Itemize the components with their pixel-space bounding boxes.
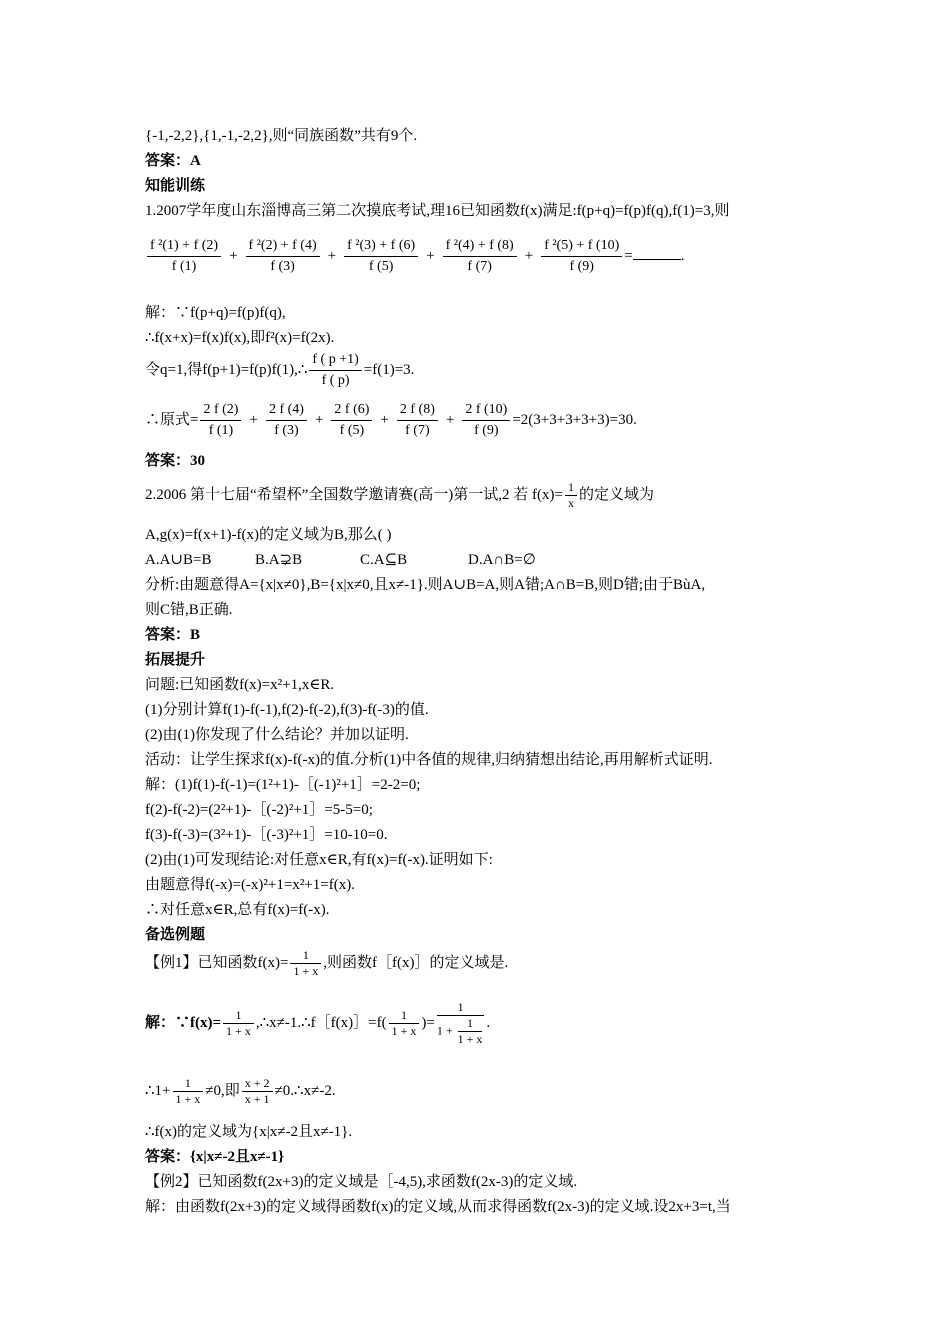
solution-line: f(3)-f(-3)=(3²+1)-［(-3)²+1］=10-10=0. bbox=[145, 827, 388, 843]
problem-2-cont: A,g(x)=f(x+1)-f(x)的定义域为B,那么( ) bbox=[145, 527, 392, 543]
fraction: $\frac{2 f (2)}{f (1)}$ bbox=[200, 400, 241, 441]
fraction: $\frac{2 f (10)}{f (9)}$ bbox=[462, 400, 510, 441]
solution-line: ∴1+ $\frac{1}{1 + x}$ ≠0,即 $\frac{x + 2}{x + 1}$ ≠0.∴x≠-2. bbox=[145, 1076, 336, 1106]
option-c: C.A⊆B bbox=[360, 552, 408, 568]
option-a: A.A∪B=B bbox=[145, 552, 212, 568]
fraction: $\frac{1}{1 + x}$ bbox=[389, 1008, 420, 1039]
text-line: {-1,-2,2},{1,-1,-2,2},则“同族函数”共有9个. bbox=[145, 128, 418, 144]
fraction: $\frac{\text{f ²(3) + f (6)}}{f (5)}$ bbox=[344, 236, 418, 277]
fraction: $\frac{1}{x}$ bbox=[565, 480, 577, 511]
solution-line: ∴f(x+x)=f(x)f(x),即f²(x)=f(2x). bbox=[145, 330, 335, 346]
activity-line: 活动：让学生探求f(x)-f(-x)的值.分析(1)中各值的规律,归纳猜想出结论,再用解析式证明. bbox=[145, 752, 713, 768]
question-line: 问题:已知函数f(x)=x²+1,x∈R. bbox=[145, 677, 335, 693]
question-line: (1)分别计算f(1)-f(-1),f(2)-f(-2),f(3)-f(-3)的值. bbox=[145, 702, 429, 718]
solution-line: 令q=1,得f(p+1)=f(p)f(1),∴ $\frac{f ( p +1)}{f ( p)}$ =f(1)=3. bbox=[145, 350, 414, 391]
fraction: $\frac{\text{f ²(2) + f (4)}}{f (3)}$ bbox=[246, 236, 320, 277]
fraction: $\frac{f ( p +1)}{f ( p)}$ bbox=[309, 350, 361, 391]
solution-line: ∴f(x)的定义域为{x|x≠-2且x≠-1}. bbox=[145, 1124, 353, 1140]
fraction: $\frac{\text{f ²(5) + f (10)}}{f (9)}$ bbox=[541, 236, 622, 277]
problem-2: 2.2006 第十七届“希望杯”全国数学邀请赛(高一)第一试,2 若 f(x)= $\frac{1}{x}$ 的定义域为 bbox=[145, 480, 655, 510]
solution-line: ∴原式= $\frac{2 f (2)}{f (1)}$ + $\frac{2 f (4)}{f (3)}$ + $\frac{2 f (6)}{f (5)}$ + $\frac{2 f (8)}{f (7)}$ + $\frac{2 f (10)}{f (9)}$ =2(3+3+3+3+3)=30. bbox=[145, 400, 637, 441]
example-1-solution: 解：∵f(x)= $\frac{1}{1 + x}$ ,∴x≠-1.∴f［f(x)］=f( $\frac{1}{1 + x}$ )= 1 1 + $\frac{1}{1 + x}$ . bbox=[145, 1000, 491, 1046]
fraction: $\frac{1}{1 + x}$ bbox=[223, 1008, 254, 1039]
equation-1: $\frac{\text{f ²(1) + f (2)}}{f (1)}$ + $\frac{\text{f ²(2) + f (4)}}{f (3)}$ + $\frac{\text{f ²(3) + f (6)}}{f (5)}$ + $\frac{\text{f ²(4) + f (8)}}{f (7)}$ + $\frac{\text{f ²(5) + f (10)}}{f (9)}$ = . bbox=[145, 236, 684, 277]
problem-1: 1.2007学年度山东淄博高三第二次摸底考试,理16已知函数f(x)满足:f(p+q)=f(p)f(q),f(1)=3,则 bbox=[145, 203, 730, 219]
fraction: $\frac{x + 2}{x + 1}$ bbox=[242, 1076, 273, 1107]
answer-line: 答案：B bbox=[145, 627, 201, 643]
solution-line: f(2)-f(-2)=(2²+1)-［(-2)²+1］=5-5=0; bbox=[145, 802, 373, 818]
section-heading: 备选例题 bbox=[145, 927, 206, 943]
answer-line: 答案：30 bbox=[145, 453, 206, 469]
solution-line: (2)由(1)可发现结论:对任意x∈R,有f(x)=f(-x).证明如下: bbox=[145, 852, 493, 868]
analysis-line: 则C错,B正确. bbox=[145, 602, 233, 618]
answer-line: 答案：A bbox=[145, 153, 201, 169]
section-heading: 知能训练 bbox=[145, 178, 206, 194]
fraction: $\frac{\text{f ²(1) + f (2)}}{f (1)}$ bbox=[147, 236, 221, 277]
fraction: $\frac{2 f (6)}{f (5)}$ bbox=[331, 400, 372, 441]
example-2-solution: 解：由函数f(2x+3)的定义域得函数f(x)的定义域,从而求得函数f(2x-3)的定义域.设2x+3=t,当 bbox=[145, 1199, 731, 1215]
fraction: $\frac{\text{f ²(4) + f (8)}}{f (7)}$ bbox=[443, 236, 517, 277]
solution-line: 由题意得f(-x)=(-x)²+1=x²+1=f(x). bbox=[145, 877, 355, 893]
answer-line: 答案：{x|x≠-2且x≠-1} bbox=[145, 1149, 285, 1165]
example-1: 【例1】已知函数f(x)= $\frac{1}{1 + x}$ ,则函数f［f(x)］的定义域是. bbox=[145, 948, 509, 978]
nested-fraction: 1 1 + $\frac{1}{1 + x}$ bbox=[436, 1000, 483, 1046]
section-heading: 拓展提升 bbox=[145, 652, 206, 668]
solution-line: ∴对任意x∈R,总有f(x)=f(-x). bbox=[145, 902, 330, 918]
fraction: $\frac{2 f (8)}{f (7)}$ bbox=[397, 400, 438, 441]
example-2: 【例2】已知函数f(2x+3)的定义域是［-4,5),求函数f(2x-3)的定义域. bbox=[145, 1174, 578, 1190]
question-line: (2)由(1)你发现了什么结论？并加以证明. bbox=[145, 727, 409, 743]
fraction: $\frac{1}{1 + x}$ bbox=[173, 1076, 204, 1107]
fraction: $\frac{1}{1 + x}$ bbox=[290, 948, 321, 979]
solution-line: 解：∵f(p+q)=f(p)f(q), bbox=[145, 305, 286, 321]
option-b: B.A⊋B bbox=[255, 552, 303, 568]
fraction: $\frac{2 f (4)}{f (3)}$ bbox=[266, 400, 307, 441]
option-d: D.A∩B=∅ bbox=[468, 552, 536, 568]
answer-blank bbox=[633, 245, 681, 260]
fraction: $\frac{1}{1 + x}$ bbox=[457, 1016, 483, 1046]
analysis-line: 分析:由题意得A={x|x≠0},B={x|x≠0,且x≠-1}.则A∪B=A,则A错;A∩B=B,则D错;由于BùA, bbox=[145, 577, 706, 593]
solution-line: 解：(1)f(1)-f(-1)=(1²+1)-［(-1)²+1］=2-2=0; bbox=[145, 777, 421, 793]
